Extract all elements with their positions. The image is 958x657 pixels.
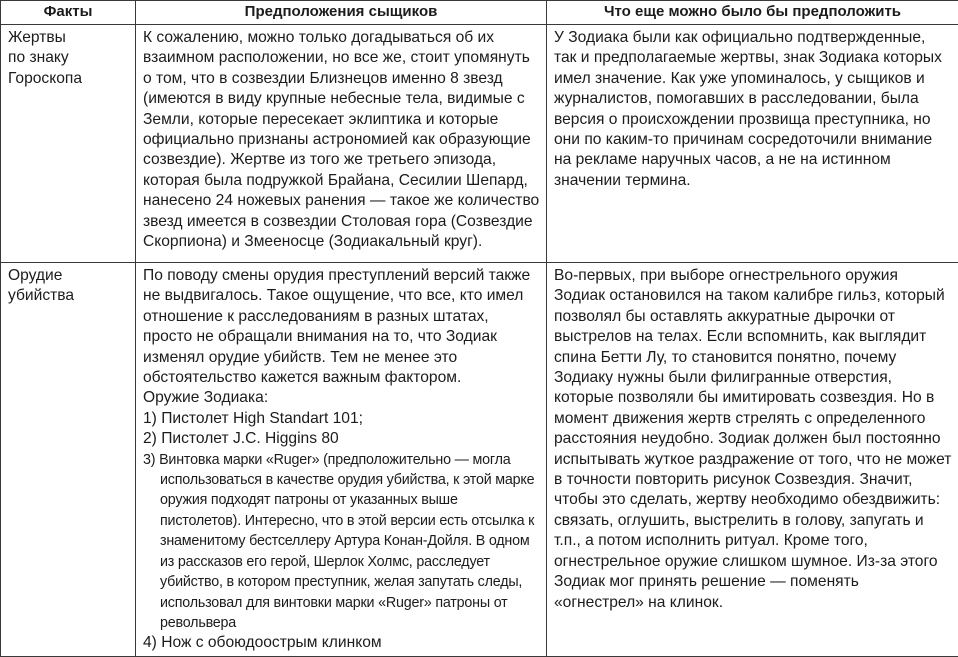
fact-cell [1, 25, 136, 263]
detectives-text: По поводу смены орудия преступлений версий также не выдвигалось. Такое ощущение, что все, кто имел отношение к расследованиям в разных штатах, просто не обращали внимания на то, что Зодиак изменял орудие убийств. Тем не менее это обстоятельство кажется важным фактором. [143, 266, 540, 388]
header-row [1, 1, 958, 25]
fact-line: Жертвы [8, 28, 129, 48]
detectives-cell [136, 25, 547, 263]
fact-line: Гороскопа [8, 69, 129, 89]
weapon-item: 3) Винтовка марки «Ruger» (предположительно — могла использоваться в качестве орудия убийства, к этой марке оружия подходят патроны от указанных выше пистолетов). Интересно, что в этой версии есть отсылка к знаменитому бестселлеру Артура Конан-Дойля. В одном из рассказов его герой, Шерлок Холмс, расследует убийство, в котором преступник, желая запутать следы, использовал для винтовки марки «Ruger» патроны от револьвера [143, 450, 540, 634]
table-row [1, 263, 958, 657]
detectives-cell [136, 263, 547, 657]
assumption-text: У Зодиака были как официально подтвержденные, так и предполагаемые жертвы, знак Зодиака которых имел значение. Как уже упоминалось, у сыщиков и журналистов, помогавших в расследовании, была версия о происхождении прозвища преступника, но они по каким-то причинам сосредоточили внимание на рекламе наручных часов, а не на истинном значении термина. [554, 28, 952, 191]
header-facts: Факты [1, 1, 136, 25]
weapons-title: Оружие Зодиака: [143, 388, 540, 408]
assumption-cell [547, 263, 958, 657]
assumption-text: Во-первых, при выборе огнестрельного оружия Зодиак остановился на таком калибре гильз, который позволял бы оставлять аккуратные дырочки от выстрелов на телах. Если вспомнить, как выглядит спина Бетти Лу, то становится понятно, почему Зодиаку нужны были филигранные отверстия, которые позволяли бы имитировать созвездия. Но в момент движения жертв стрелять с определенного расстояния неудобно. Зодиак должен был постоянно испытывать жуткое раздражение от того, что не может в точности повторить рисунок Созвездия. Значит, чтобы это сделать, жертву необходимо обездвижить: связать, оглушить, выстрелить в голову, запугать и т.п., а потом исполнить ритуал. Кроме того, огнестрельное оружие слишком шумное. Из-за этого Зодиак мог принять решение — поменять «огнестрел» на клинок. [554, 266, 952, 613]
weapon-item: 4) Нож с обоюдоострым клинком [143, 633, 540, 653]
fact-line: по знаку [8, 48, 129, 68]
header-other-assumptions: Что еще можно было бы предположить [547, 1, 958, 25]
fact-line: убийства [8, 286, 129, 306]
table-row [1, 25, 958, 263]
fact-line: Орудие [8, 266, 129, 286]
header-detectives-assumptions: Предположения сыщиков [136, 1, 547, 25]
detectives-text: К сожалению, можно только догадываться об их взаимном расположении, но все же, стоит упомянуть о том, что в созвездии Близнецов именно 8 звезд (имеются в виду крупные небесные тела, видимые с Земли, которые пересекает эклиптика и которые официально признаны астрономией как образующие созвездие). Жертве из того же третьего эпизода, которая была подружкой Брайана, Сесилии Шепард, нанесено 24 ножевых ранения — такое же количество звезд имеется в созвездии Столовая гора (Созвездие Скорпиона) и Змееносце (Зодиакальный круг). [143, 28, 540, 252]
weapon-item: 1) Пистолет High Standart 101; [143, 409, 540, 429]
fact-cell [1, 263, 136, 657]
assumption-cell [547, 25, 958, 263]
weapon-item: 2) Пистолет J.C. Higgins 80 [143, 429, 540, 449]
